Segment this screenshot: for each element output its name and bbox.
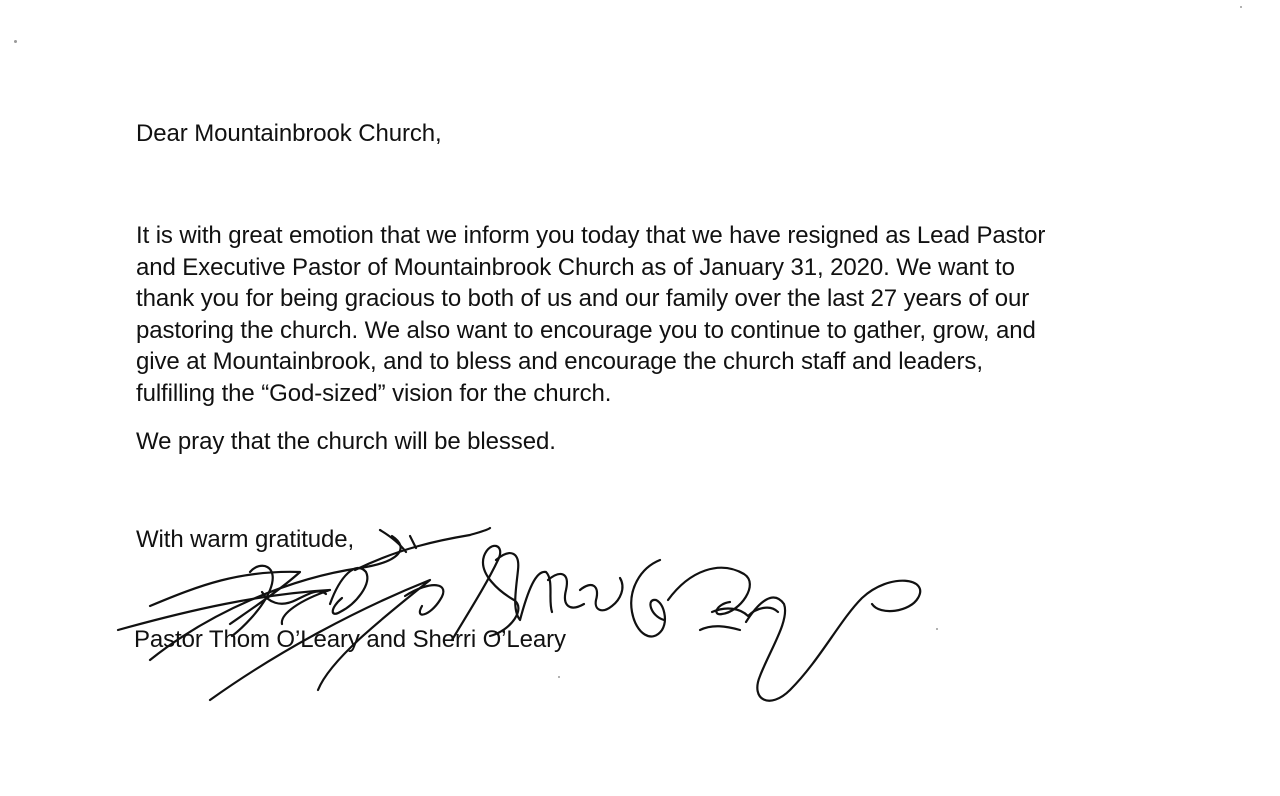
scan-speck — [558, 676, 560, 678]
scan-speck — [14, 40, 17, 43]
letter-closing: With warm gratitude, — [136, 526, 355, 553]
scan-speck — [936, 628, 938, 630]
body-line: thank you for being gracious to both of us and our family over the last 27 years of our — [136, 285, 1030, 312]
scan-speck — [1240, 6, 1242, 8]
body-line: pastoring the church. We also want to encourage you to continue to gather, grow, and — [136, 316, 1036, 344]
body-line: It is with great emotion that we inform you today that we have resigned as Lead Pastor — [136, 222, 1046, 249]
signer-names: Pastor Thom O’Leary and Sherri O’Leary — [134, 626, 566, 653]
letter-prayer: We pray that the church will be blessed. — [136, 428, 556, 455]
body-line: fulfilling the “God-sized” vision for the church. — [136, 379, 612, 407]
body-line: and Executive Pastor of Mountainbrook Church as of January 31, 2020. We want to — [136, 253, 1015, 281]
body-line: give at Mountainbrook, and to bless and encourage the church staff and leaders, — [136, 348, 983, 375]
letter-greeting: Dear Mountainbrook Church, — [136, 120, 442, 147]
